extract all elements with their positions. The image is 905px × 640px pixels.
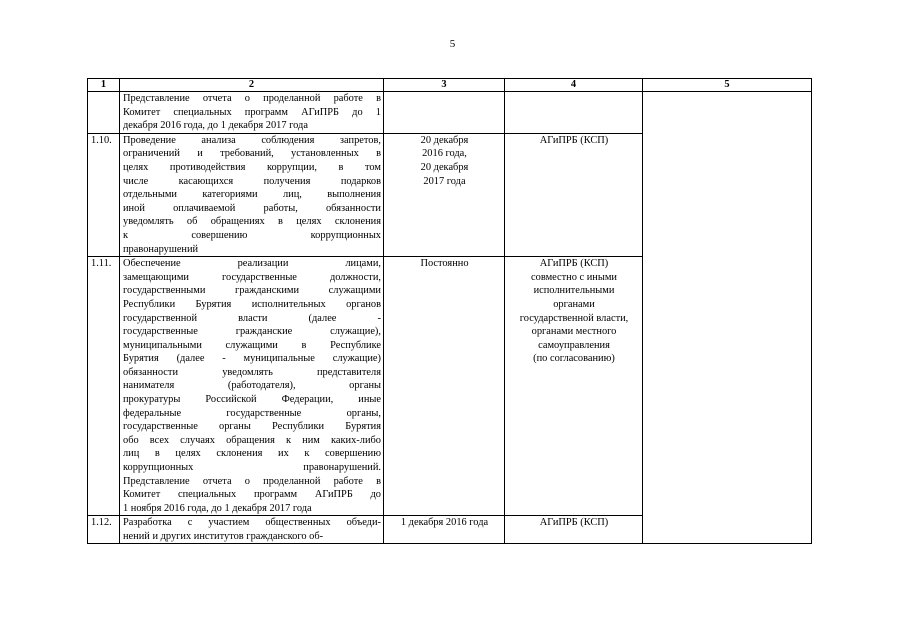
text-line: Обеспечение реализации лицами,: [123, 258, 381, 270]
text-line: 2017 года: [423, 175, 466, 187]
text-line: исполнительными: [533, 285, 615, 297]
text-line: органами местного: [531, 326, 617, 338]
text-line: самоуправления: [538, 339, 610, 351]
plan-table: [87, 78, 812, 544]
header-col-1: 1: [88, 79, 120, 92]
text-line: 1 декабря 2016 года: [400, 517, 489, 529]
text-line: АГиПРБ (КСП): [539, 258, 609, 270]
text-line: лиц в целях склонения их к совершению: [123, 448, 381, 460]
text-line: отдельными категориями лиц, выполнения: [123, 189, 381, 201]
row-description: [120, 516, 384, 544]
text-line: прокуратуры Российской Федерации, иные: [123, 394, 381, 406]
text-line: государственной власти,: [519, 312, 629, 324]
text-line: обо всех случаях обращения к ним каких-либо: [123, 434, 381, 446]
text-line: АГиПРБ (КСП): [539, 134, 609, 146]
text-line: правонарушений: [123, 243, 199, 255]
row-description: [120, 92, 384, 134]
row-deadline: [384, 92, 505, 134]
row-responsible: [505, 257, 643, 516]
table-row: [88, 92, 812, 134]
text-line: государственными гражданскими служащими: [123, 285, 381, 297]
row-number: 1.12.: [88, 516, 120, 544]
text-line: 20 декабря: [420, 134, 469, 146]
text-line: государственные органы Республики Бурятия: [123, 421, 381, 433]
text-line: Представление отчета о проделанной работе в: [123, 475, 381, 487]
header-col-4: 4: [505, 79, 643, 92]
text-line: декабря 2016 года, до 1 декабря 2017 года: [123, 120, 308, 132]
text-line: Комитет специальных программ АГиПРБ до 1: [123, 106, 381, 118]
row-number: 1.10.: [88, 133, 120, 256]
text-line: замещающими государственные должности,: [123, 271, 381, 283]
text-line: федеральные государственные органы,: [123, 407, 381, 419]
text-line: Проведение анализа соблюдения запретов,: [123, 134, 381, 146]
header-col-3: 3: [384, 79, 505, 92]
text-line: ограничений и требований, установленных в: [123, 148, 381, 160]
text-line: иной оплачиваемой работы, обязанности: [123, 202, 381, 214]
text-line: Республики Бурятия исполнительных органов: [123, 298, 381, 310]
text-line: Постоянно: [420, 258, 469, 270]
row-responsible: [505, 92, 643, 134]
row-description: [120, 133, 384, 256]
row-deadline: [384, 133, 505, 256]
text-line: Бурятия (далее - муниципальные служащие): [123, 353, 381, 365]
header-col-5: 5: [643, 79, 812, 92]
text-line: 2016 года,: [422, 148, 467, 160]
text-line: государственные гражданские служащие),: [123, 326, 381, 338]
text-line: нений и других институтов гражданского об-: [123, 531, 324, 542]
text-line: муниципальными служащими в Республике: [123, 339, 381, 351]
text-line: нанимателя (работодателя), органы: [123, 380, 381, 392]
row-responsible: [505, 516, 643, 544]
text-line: АГиПРБ (КСП): [539, 517, 609, 529]
text-line: числе касающихся получения подарков: [123, 175, 381, 187]
text-line: обязанности уведомлять представителя: [123, 366, 381, 378]
text-line: к совершению коррупционных: [123, 229, 381, 241]
header-row: [88, 79, 812, 92]
text-line: уведомлять об обращениях в целях склонения: [123, 216, 381, 228]
text-line: (по согласованию): [533, 353, 615, 365]
page-number: 5: [449, 38, 456, 50]
col5-cell: [643, 92, 812, 544]
row-number: [88, 92, 120, 134]
text-line: Комитет специальных программ АГиПРБ до: [123, 489, 381, 501]
text-line: коррупционных правонарушений.: [123, 462, 381, 474]
text-line: целях противодействия коррупции, в том: [123, 161, 381, 173]
text-line: совместно с иными: [531, 271, 617, 283]
row-deadline: [384, 516, 505, 544]
row-deadline: [384, 257, 505, 516]
row-description: [120, 257, 384, 516]
text-line: 20 декабря: [420, 161, 469, 173]
header-col-2: 2: [120, 79, 384, 92]
row-responsible: [505, 133, 643, 256]
text-line: государственной власти (далее -: [123, 312, 381, 324]
text-line: Разработка с участием общественных объеди-: [123, 517, 381, 529]
text-line: органами: [553, 298, 595, 310]
row-number: 1.11.: [88, 257, 120, 516]
text-line: 1 ноября 2016 года, до 1 декабря 2017 года: [123, 502, 312, 514]
text-line: Представление отчета о проделанной работе в: [123, 93, 381, 104]
